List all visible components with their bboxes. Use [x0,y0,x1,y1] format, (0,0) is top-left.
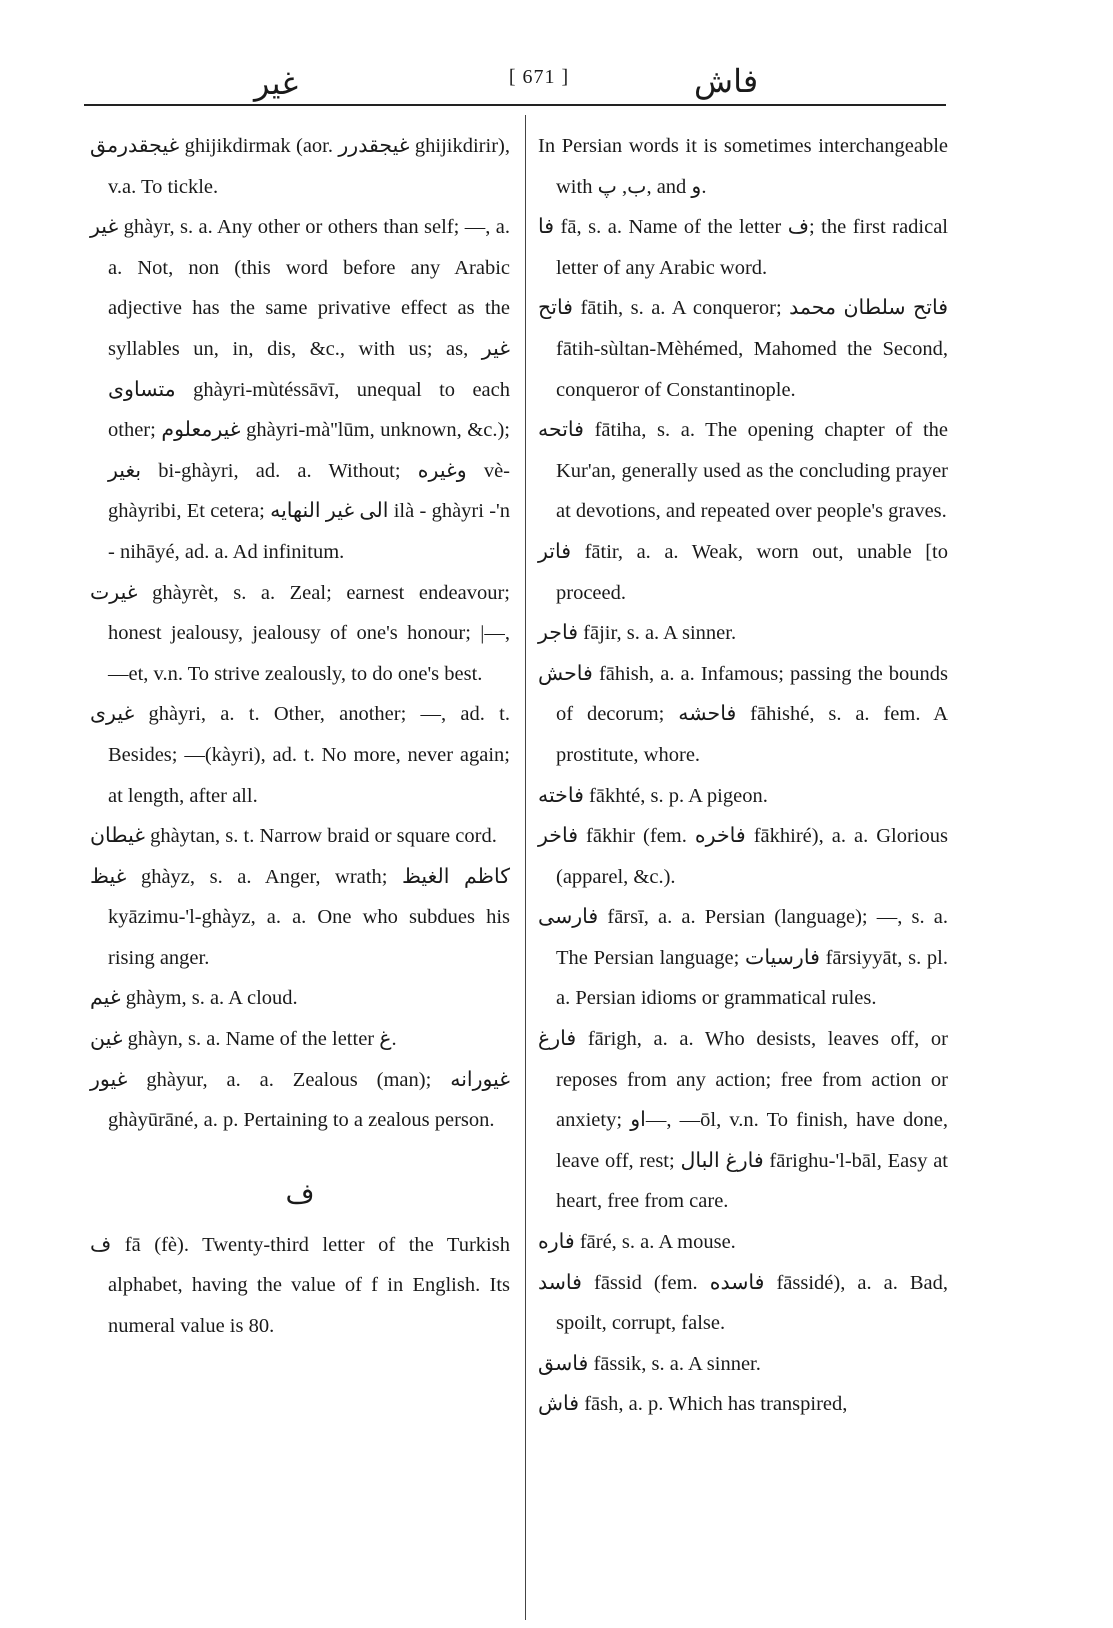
dictionary-entry: فاتحه fātiha, s. a. The opening chapter of the Kur'an, generally used as the concluding prayer at devotions, and repeated over people's graves. [538,419,948,523]
letter-section-heading: ف [285,1178,315,1210]
left-column [90,126,510,1347]
dictionary-entry: فاخته fākhté, s. p. A pigeon. [538,784,768,807]
page-number: [ 671 ] [508,66,570,88]
dictionary-entry: غيجقدرمق ghijikdirmak (aor. غيجقدرر ghijikdirir), v.a. To tickle. [90,135,510,198]
dictionary-entry: فاره fāré, s. a. A mouse. [538,1231,736,1254]
dictionary-entry: فاخر fākhir (fem. فاخره fākhiré), a. a. Glorious (apparel, &c.). [538,825,948,888]
dictionary-entry: فا fā, s. a. Name of the letter ف; the first radical letter of any Arabic word. [538,216,949,279]
dictionary-entry: فارغ fārigh, a. a. Who desists, leaves off, or reposes from any action; free from action or anxiety; او—, —ōl, v.n. To finish, have done, leave off, rest; فارغ البال fārighu-'l-bāl, Easy at heart, free from care. [538,1028,948,1213]
dictionary-entry: غيور ghàyur, a. a. Zealous (man); غيورانه ghàyūrāné, a. p. Pertaining to a zealous person. [90,1068,510,1132]
page-header [84,56,946,106]
dictionary-entry: غين ghàyn, s. a. Name of the letter غ. [90,1028,397,1051]
dictionary-entry: غير ghàyr, s. a. Any other or others than self; —, a. a. Not, non (this word before any Arabic adjective has the same privative effect as the syllables un, in, dis, &c., with us; as, غير متساوى ghàyri-mùtéssāvī, unequal to each other; غيرمعلوم ghàyri-mà''lūm, unknown, &c.); بغير bi-ghàyri, ad. a. Without; وغيره vè-ghàyribi, Et cetera; الى غير النهايه ilà - ghàyri -'n - nihāyé, ad. a. Ad infinitum. [90,216,511,563]
right-guide-word: فاش [694,63,759,99]
left-guide-word: غير [254,65,299,101]
header-rule [84,104,946,106]
dictionary-entry: فاجر fājir, s. a. A sinner. [538,622,737,645]
dictionary-entry: فاتر fātir, a. a. Weak, worn out, unable [to proceed. [538,540,948,604]
dictionary-entry: فاسد fāssid (fem. فاسده fāssidé), a. a. Bad, spoilt, corrupt, false. [538,1271,948,1335]
right-column [538,126,948,1425]
dictionary-entry: غيطان ghàytan, s. t. Narrow braid or square cord. [90,825,497,848]
dictionary-entry: فاحش fāhish, a. a. Infamous; passing the bounds of decorum; فاحشه fāhishé, s. a. fem. A prostitute, whore. [538,662,948,766]
dictionary-entry: غيرت ghàyrèt, s. a. Zeal; earnest endeavour; honest jealousy, jealousy of one's honour; |—, —et, v.n. To strive zealously, to do one's best. [90,581,510,685]
dictionary-entry: فاش fāsh, a. p. Which has transpired, [538,1393,848,1416]
dictionary-entry: فارسى fārsī, a. a. Persian (language); —, s. a. The Persian language; فارسيات fārsiyyāt, s. pl. a. Persian idioms or grammatical rules. [538,906,948,1010]
dictionary-entry: غيظ ghàyz, s. a. Anger, wrath; كاظم الغيظ kyāzimu-'l-ghàyz, a. a. One who subdues his rising anger. [90,865,510,969]
dictionary-entry: فاتح fātih, s. a. A conqueror; فاتح سلطان محمد fātih-sùltan-Mèhémed, Mahomed the Second, conqueror of Constantinople. [538,297,949,401]
dictionary-entry: فاسق fāssik, s. a. A sinner. [538,1352,761,1375]
dictionary-entry: غيرى ghàyri, a. t. Other, another; —, ad. t. Besides; —(kàyri), ad. t. No more, never again; at length, after all. [90,703,510,807]
dictionary-entry: غيم ghàym, s. a. A cloud. [90,987,298,1010]
dictionary-entry: In Persian words it is sometimes interchangeable with ب, پ, and و. [538,135,948,198]
column-divider [525,115,526,1620]
letter-entry: ف fā (fè). Twenty-third letter of the Turkish alphabet, having the value of f in English. Its numeral value is 80. [90,1233,510,1338]
